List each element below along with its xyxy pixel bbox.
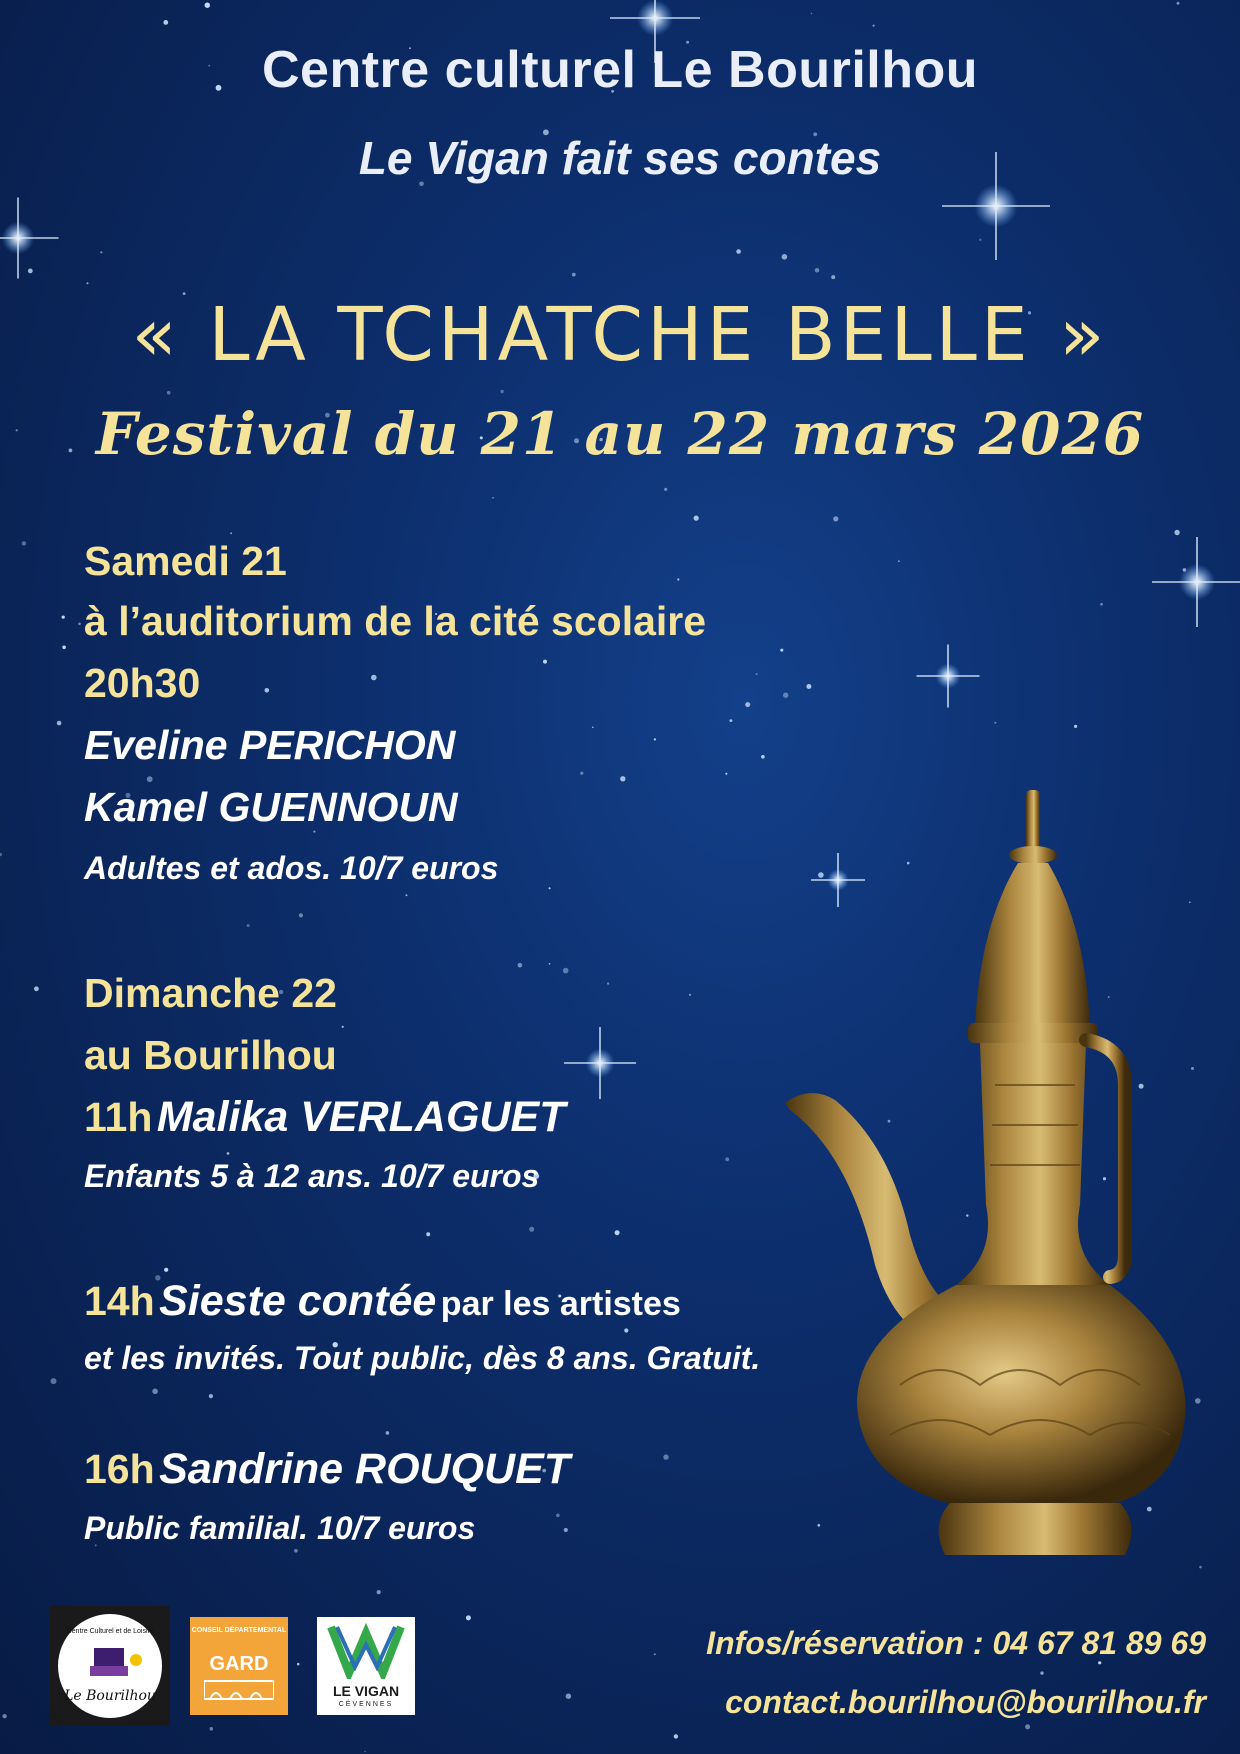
small-star	[556, 1514, 560, 1518]
small-star	[725, 773, 727, 775]
small-star	[1100, 603, 1103, 606]
small-star	[815, 268, 820, 273]
small-star	[100, 251, 102, 253]
gard-logo	[190, 1617, 288, 1715]
small-star	[677, 578, 679, 580]
small-star	[615, 1230, 620, 1235]
small-star	[736, 249, 741, 254]
saturday-artist-2: Kamel GUENNOUN	[84, 784, 458, 830]
small-star	[78, 623, 81, 626]
small-star	[1174, 530, 1179, 535]
small-star	[1199, 1566, 1202, 1569]
small-star	[297, 1663, 300, 1666]
small-star	[406, 894, 408, 896]
small-star	[811, 13, 813, 15]
small-star	[580, 772, 583, 775]
bourilhou-logo-name: Le Bourilhou	[64, 1688, 156, 1704]
event-artist: Malika VERLAGUET	[156, 1093, 566, 1141]
contact-phone[interactable]: Infos/réservation : 04 67 81 89 69	[706, 1625, 1206, 1661]
small-star	[342, 1026, 344, 1028]
small-star	[783, 693, 788, 698]
small-star	[674, 1734, 678, 1738]
small-star	[620, 776, 625, 781]
small-star	[2, 1714, 6, 1718]
gard-logo-name: GARD	[209, 1653, 269, 1675]
saturday-day: Samedi 21	[84, 538, 287, 584]
small-star	[831, 275, 835, 279]
small-star	[663, 1454, 668, 1459]
small-star	[377, 1590, 381, 1594]
centre-title: Centre culturel Le Bourilhou	[261, 41, 979, 99]
bright-star	[1152, 537, 1240, 627]
small-star	[364, 1751, 366, 1753]
contact-email[interactable]: contact.bourilhou@bourilhou.fr	[725, 1684, 1206, 1720]
small-star	[572, 273, 576, 277]
small-star	[592, 727, 594, 729]
small-star	[806, 684, 811, 689]
small-star	[664, 488, 667, 491]
event-series-subtitle: Le Vigan fait ses contes	[358, 132, 882, 184]
small-star	[566, 1694, 571, 1699]
event-time: 14h	[84, 1278, 155, 1324]
small-star	[564, 1528, 568, 1532]
small-star	[386, 1431, 390, 1435]
festival-name: « LA TCHATCHE BELLE »	[131, 292, 1109, 378]
small-star	[607, 983, 609, 985]
small-star	[22, 541, 26, 545]
small-star	[164, 1268, 168, 1272]
event-16h	[84, 1445, 570, 1494]
le-vigan-logo-sub: CÉVENNES	[338, 1701, 394, 1708]
brass-teapot-illustration	[780, 785, 1200, 1565]
small-star	[549, 963, 551, 965]
small-star	[426, 1232, 430, 1236]
small-star	[371, 675, 377, 681]
small-star	[694, 516, 699, 521]
small-star	[152, 1389, 158, 1395]
event-artist: Sandrine ROUQUET	[159, 1445, 571, 1493]
small-star	[227, 1152, 230, 1155]
small-star	[1025, 1724, 1030, 1729]
pont-du-gard-icon	[204, 1679, 274, 1701]
event-11h-info: Enfants 5 à 12 ans. 10/7 euros	[84, 1158, 540, 1194]
small-star	[529, 1227, 534, 1232]
small-star	[34, 986, 39, 991]
small-star	[994, 722, 996, 724]
small-star	[563, 968, 569, 974]
small-star	[756, 673, 758, 675]
event-14h-info: et les invités. Tout public, dès 8 ans. Gratuit.	[84, 1340, 761, 1376]
small-star	[898, 560, 900, 562]
event-title: Sieste contée	[159, 1277, 437, 1325]
event-14h	[84, 1277, 681, 1326]
bourilhou-logo-arc-text: Centre Culturel et de Loisirs	[66, 1628, 154, 1635]
bourilhou-logo-icon	[50, 1606, 170, 1726]
small-star	[230, 532, 232, 534]
small-star	[210, 1727, 214, 1731]
small-star	[28, 269, 33, 274]
small-star	[167, 391, 171, 395]
saturday-info: Adultes et ados. 10/7 euros	[84, 850, 499, 886]
bright-star	[564, 1027, 636, 1099]
small-star	[654, 1653, 656, 1655]
small-star	[294, 1549, 298, 1553]
small-star	[761, 755, 765, 759]
small-star	[730, 719, 733, 722]
small-star	[0, 853, 2, 857]
small-star	[624, 1328, 628, 1332]
small-star	[543, 660, 547, 664]
small-star	[1183, 568, 1187, 572]
small-star	[782, 254, 788, 260]
saturday-time: 20h30	[84, 660, 201, 706]
small-star	[299, 913, 303, 917]
gard-logo-top: CONSEIL DÉPARTEMENTAL	[191, 1627, 287, 1634]
small-star	[62, 616, 65, 619]
small-star	[518, 963, 523, 968]
small-star	[205, 2, 210, 7]
small-star	[549, 887, 551, 889]
small-star	[466, 1615, 471, 1620]
le-vigan-logo-name: LE VIGAN	[332, 1683, 400, 1699]
small-star	[163, 20, 168, 25]
small-star	[265, 688, 270, 693]
saturday-venue: à l’auditorium de la cité scolaire	[84, 598, 707, 644]
small-star	[745, 702, 750, 707]
event-16h-info: Public familial. 10/7 euros	[84, 1510, 476, 1546]
small-star	[1074, 725, 1077, 728]
small-star	[689, 994, 691, 996]
bright-star	[0, 198, 59, 279]
small-star	[500, 390, 503, 393]
event-time: 16h	[84, 1446, 155, 1492]
small-star	[1177, 2, 1180, 5]
small-star	[62, 646, 66, 650]
small-star	[725, 1157, 729, 1161]
small-star	[209, 1394, 213, 1398]
small-star	[873, 25, 875, 27]
small-star	[247, 924, 250, 927]
small-star	[654, 738, 656, 740]
small-star	[57, 721, 62, 726]
festival-dates: Festival du 21 au 22 mars 2026	[95, 400, 1145, 468]
sunday-venue: au Bourilhou	[84, 1032, 337, 1078]
small-star	[87, 282, 89, 284]
saturday-artist-1: Eveline PERICHON	[84, 722, 456, 768]
le-vigan-mountain-icon	[327, 1623, 405, 1679]
small-star	[780, 649, 783, 652]
event-11h	[84, 1093, 565, 1142]
event-suffix: par les artistes	[440, 1285, 681, 1323]
le-vigan-logo	[317, 1617, 415, 1715]
small-star	[492, 497, 494, 499]
bourilhou-logo	[50, 1606, 170, 1726]
event-time: 11h	[84, 1094, 153, 1140]
small-star	[1040, 1671, 1043, 1674]
sunday-day: Dimanche 22	[84, 970, 337, 1016]
small-star	[833, 516, 838, 521]
bright-star	[917, 645, 980, 708]
small-star	[979, 239, 981, 241]
small-star	[51, 1378, 57, 1384]
small-star	[147, 776, 153, 782]
